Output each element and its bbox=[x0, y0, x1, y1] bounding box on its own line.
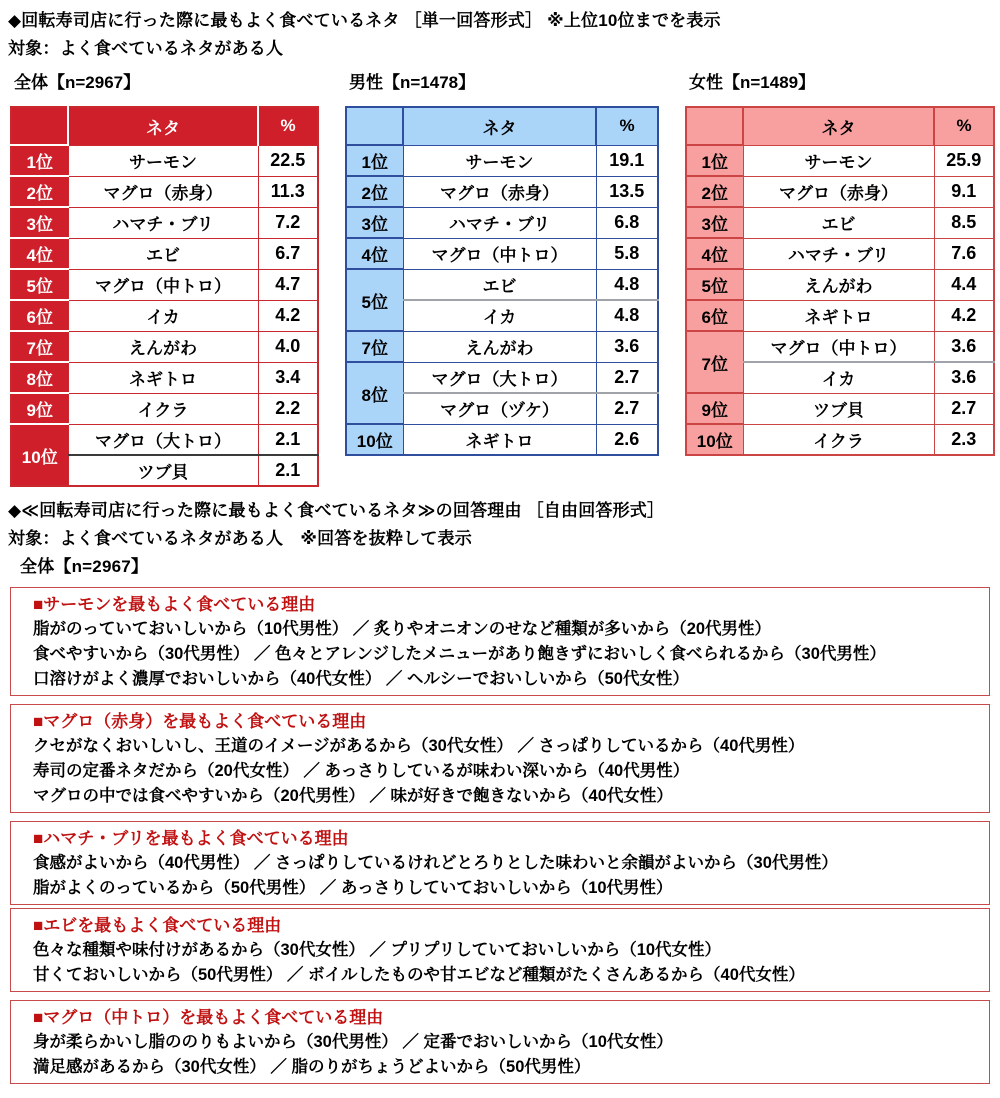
reason-heading: ■マグロ（赤身）を最もよく食べている理由 bbox=[33, 712, 367, 731]
rank-cell: 4位 bbox=[11, 238, 68, 269]
section1-target-note: 対象：よく食べているネタがある人 bbox=[8, 39, 284, 58]
ranking-table-male bbox=[345, 68, 659, 456]
percent-cell: 4.8 bbox=[596, 269, 658, 300]
table-caption-female: 女性【n=1489】 bbox=[689, 73, 816, 92]
reason-heading: ■マグロ（中トロ）を最もよく食べている理由 bbox=[33, 1008, 384, 1027]
item-cell: ハマチ・ブリ bbox=[68, 207, 258, 238]
rank-cell: 2位 bbox=[346, 176, 403, 207]
header-rank-cell bbox=[686, 107, 743, 145]
ranking-table bbox=[345, 106, 659, 456]
header-percent-cell: % bbox=[596, 107, 658, 145]
percent-cell: 2.2 bbox=[258, 393, 318, 424]
reason-lines bbox=[33, 851, 981, 901]
percent-cell: 9.1 bbox=[934, 176, 994, 207]
percent-cell: 4.8 bbox=[596, 300, 658, 331]
rank-cell: 6位 bbox=[11, 300, 68, 331]
reason-box-maguro-akami bbox=[10, 704, 990, 813]
item-cell: マグロ（赤身） bbox=[743, 176, 934, 207]
percent-cell: 3.4 bbox=[258, 362, 318, 393]
item-cell: マグロ（中トロ） bbox=[743, 331, 934, 362]
header-percent-cell: % bbox=[258, 107, 318, 145]
reason-line: 脂がよくのっているから（50代男性） ／ あっさりしていておいしいから（10代男性） bbox=[33, 879, 673, 897]
percent-cell: 2.7 bbox=[596, 362, 658, 393]
rank-cell: 4位 bbox=[686, 238, 743, 269]
rank-cell: 6位 bbox=[686, 300, 743, 331]
table-body bbox=[346, 145, 658, 455]
reason-lines bbox=[33, 938, 981, 988]
table-caption-male: 男性【n=1478】 bbox=[349, 73, 476, 92]
item-cell: えんがわ bbox=[68, 331, 258, 362]
reason-line: 寿司の定番ネタだから（20代女性） ／ あっさりしているが味わい深いから（40代男性） bbox=[33, 762, 690, 780]
reason-line: 食べやすいから（30代男性） ／ 色々とアレンジしたメニューがあり飽きずにおいしく食べられるから（30代男性） bbox=[33, 645, 886, 663]
item-cell: マグロ（大トロ） bbox=[403, 362, 596, 393]
item-cell: エビ bbox=[68, 238, 258, 269]
reason-line: 脂がのっていておいしいから（10代男性） ／ 炙りやオニオンのせなど種類が多いから（20代男性） bbox=[33, 620, 772, 638]
item-cell: イカ bbox=[403, 300, 596, 331]
rank-cell: 1位 bbox=[11, 145, 68, 176]
percent-cell: 2.1 bbox=[258, 455, 318, 486]
percent-cell: 3.6 bbox=[934, 362, 994, 393]
rank-cell: 9位 bbox=[686, 393, 743, 424]
ranking-table bbox=[685, 106, 995, 456]
section2-target-note: 対象：よく食べているネタがある人 ※回答を抜粋して表示 bbox=[8, 529, 472, 548]
percent-cell: 8.5 bbox=[934, 207, 994, 238]
rank-cell: 7位 bbox=[686, 331, 743, 393]
item-cell: ネギトロ bbox=[403, 424, 596, 455]
percent-cell: 3.6 bbox=[934, 331, 994, 362]
reason-lines bbox=[33, 1030, 981, 1080]
header-rank-cell bbox=[346, 107, 403, 145]
reason-line: マグロの中では食べやすいから（20代男性） ／ 味が好きで飽きないから（40代女性） bbox=[33, 787, 673, 805]
percent-cell: 2.7 bbox=[596, 393, 658, 424]
rank-cell: 8位 bbox=[346, 362, 403, 424]
rank-cell: 5位 bbox=[686, 269, 743, 300]
percent-cell: 4.4 bbox=[934, 269, 994, 300]
ranking-table-female bbox=[685, 68, 995, 456]
table-caption-overall: 全体【n=2967】 bbox=[14, 73, 141, 92]
rank-cell: 2位 bbox=[11, 176, 68, 207]
rank-cell: 5位 bbox=[346, 269, 403, 331]
rank-cell: 7位 bbox=[11, 331, 68, 362]
ranking-table-overall bbox=[10, 68, 319, 487]
reason-box-ebi bbox=[10, 908, 990, 992]
section2-group-label: 全体【n=2967】 bbox=[20, 557, 149, 576]
reason-lines bbox=[33, 617, 981, 692]
percent-cell: 19.1 bbox=[596, 145, 658, 176]
rank-cell: 10位 bbox=[346, 424, 403, 455]
percent-cell: 6.7 bbox=[258, 238, 318, 269]
percent-cell: 4.0 bbox=[258, 331, 318, 362]
reason-box-hamachi-buri bbox=[10, 821, 990, 905]
item-cell: サーモン bbox=[68, 145, 258, 176]
rank-cell: 10位 bbox=[686, 424, 743, 455]
reason-heading: ■サーモンを最もよく食べている理由 bbox=[33, 595, 316, 614]
item-cell: エビ bbox=[403, 269, 596, 300]
percent-cell: 4.2 bbox=[258, 300, 318, 331]
rank-cell: 3位 bbox=[11, 207, 68, 238]
item-cell: えんがわ bbox=[403, 331, 596, 362]
item-cell: マグロ（中トロ） bbox=[68, 269, 258, 300]
rank-cell: 4位 bbox=[346, 238, 403, 269]
percent-cell: 6.8 bbox=[596, 207, 658, 238]
percent-cell: 2.3 bbox=[934, 424, 994, 455]
percent-cell: 4.7 bbox=[258, 269, 318, 300]
item-cell: マグロ（赤身） bbox=[68, 176, 258, 207]
reason-heading: ■ハマチ・ブリを最もよく食べている理由 bbox=[33, 829, 349, 848]
percent-cell: 11.3 bbox=[258, 176, 318, 207]
percent-cell: 7.6 bbox=[934, 238, 994, 269]
percent-cell: 4.2 bbox=[934, 300, 994, 331]
item-cell: ツブ貝 bbox=[68, 455, 258, 486]
item-cell: マグロ（大トロ） bbox=[68, 424, 258, 455]
reason-line: クセがなくおいしいし、王道のイメージがあるから（30代女性） ／ さっぱりしているから（40代男性） bbox=[33, 737, 805, 755]
rank-cell: 9位 bbox=[11, 393, 68, 424]
item-cell: サーモン bbox=[743, 145, 934, 176]
table-body bbox=[11, 145, 318, 486]
percent-cell: 2.6 bbox=[596, 424, 658, 455]
percent-cell: 2.7 bbox=[934, 393, 994, 424]
percent-cell: 7.2 bbox=[258, 207, 318, 238]
table-body bbox=[686, 145, 994, 455]
item-cell: イカ bbox=[743, 362, 934, 393]
item-cell: サーモン bbox=[403, 145, 596, 176]
reason-line: 身が柔らかいし脂ののりもよいから（30代男性） ／ 定番でおいしいから（10代女性） bbox=[33, 1033, 673, 1051]
item-cell: ハマチ・ブリ bbox=[403, 207, 596, 238]
reason-heading: ■エビを最もよく食べている理由 bbox=[33, 916, 282, 935]
item-cell: イクラ bbox=[743, 424, 934, 455]
rank-cell: 8位 bbox=[11, 362, 68, 393]
header-item-cell: ネタ bbox=[403, 107, 596, 145]
percent-cell: 25.9 bbox=[934, 145, 994, 176]
header-item-cell: ネタ bbox=[743, 107, 934, 145]
percent-cell: 3.6 bbox=[596, 331, 658, 362]
item-cell: マグロ（赤身） bbox=[403, 176, 596, 207]
rank-cell: 1位 bbox=[686, 145, 743, 176]
header-item-cell: ネタ bbox=[68, 107, 258, 145]
item-cell: ツブ貝 bbox=[743, 393, 934, 424]
header-rank-cell bbox=[11, 107, 68, 145]
reason-box-maguro-chutoro bbox=[10, 1000, 990, 1084]
item-cell: イクラ bbox=[68, 393, 258, 424]
item-cell: えんがわ bbox=[743, 269, 934, 300]
rank-cell: 1位 bbox=[346, 145, 403, 176]
rank-cell: 5位 bbox=[11, 269, 68, 300]
header-percent-cell: % bbox=[934, 107, 994, 145]
rank-cell: 2位 bbox=[686, 176, 743, 207]
percent-cell: 13.5 bbox=[596, 176, 658, 207]
item-cell: イカ bbox=[68, 300, 258, 331]
percent-cell: 2.1 bbox=[258, 424, 318, 455]
reason-lines bbox=[33, 734, 981, 809]
reason-line: 甘くておいしいから（50代男性） ／ ボイルしたものや甘エビなど種類がたくさんあるから（40代女性） bbox=[33, 966, 805, 984]
item-cell: ネギトロ bbox=[68, 362, 258, 393]
reason-box-salmon bbox=[10, 587, 990, 696]
reason-line: 満足感があるから（30代女性） ／ 脂のりがちょうどよいから（50代男性） bbox=[33, 1058, 591, 1076]
rank-cell: 10位 bbox=[11, 424, 68, 486]
item-cell: マグロ（中トロ） bbox=[403, 238, 596, 269]
percent-cell: 22.5 bbox=[258, 145, 318, 176]
section1-title: ◆回転寿司店に行った際に最もよく食べているネタ ［単一回答形式］ ※上位10位までを表示 bbox=[8, 11, 721, 30]
reason-line: 食感がよいから（40代男性） ／ さっぱりしているけれどとろりとした味わいと余韻がよいから（30代男性） bbox=[33, 854, 838, 872]
ranking-table bbox=[10, 106, 319, 487]
item-cell: エビ bbox=[743, 207, 934, 238]
rank-cell: 7位 bbox=[346, 331, 403, 362]
item-cell: ネギトロ bbox=[743, 300, 934, 331]
rank-cell: 3位 bbox=[686, 207, 743, 238]
section2-title: ◆≪回転寿司店に行った際に最もよく食べているネタ≫の回答理由 ［自由回答形式］ bbox=[8, 501, 665, 520]
rank-cell: 3位 bbox=[346, 207, 403, 238]
percent-cell: 5.8 bbox=[596, 238, 658, 269]
reason-line: 色々な種類や味付けがあるから（30代女性） ／ プリプリしていておいしいから（10代女性） bbox=[33, 941, 722, 959]
reason-line: 口溶けがよく濃厚でおいしいから（40代女性） ／ ヘルシーでおいしいから（50代女性） bbox=[33, 670, 689, 688]
item-cell: ハマチ・ブリ bbox=[743, 238, 934, 269]
item-cell: マグロ（ヅケ） bbox=[403, 393, 596, 424]
